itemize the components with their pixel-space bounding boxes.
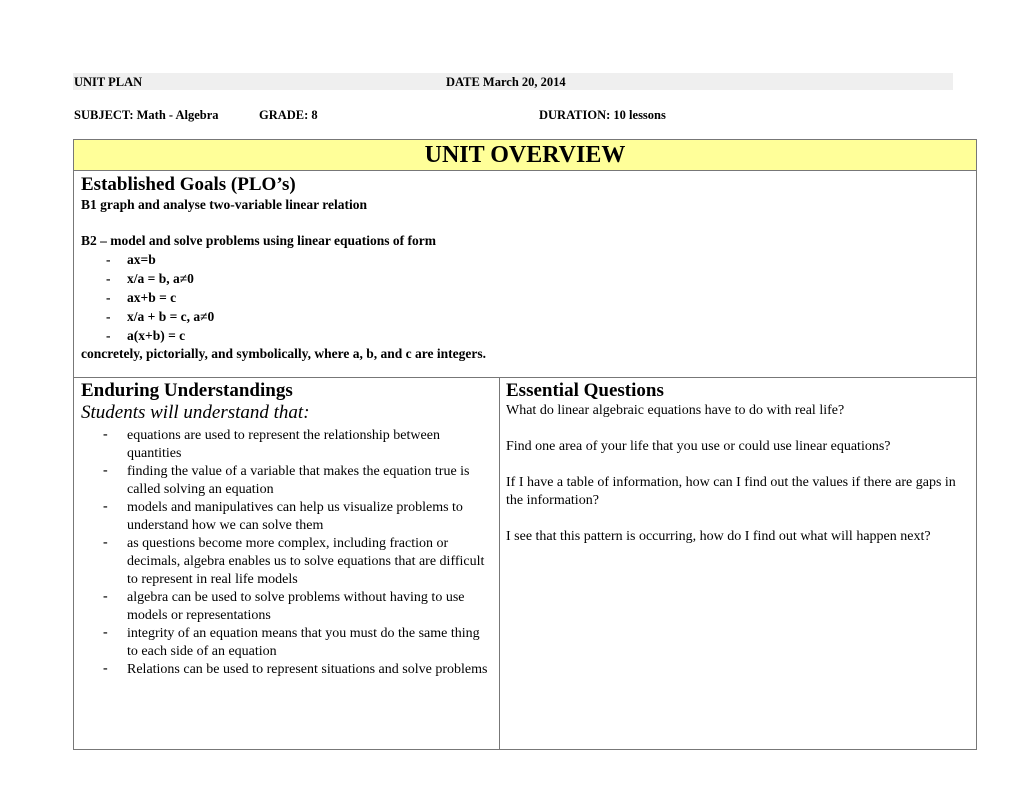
enduring-understandings-section xyxy=(81,380,493,679)
enduring-understandings-title: Enduring Understandings xyxy=(81,380,293,401)
unit-overview-table xyxy=(73,139,977,750)
understandings-list xyxy=(81,427,493,679)
list-item: - integrity of an equation means that you must do the same thing to each side of an equation xyxy=(103,625,480,659)
essential-question: What do linear algebraic equations have to do with real life? xyxy=(506,403,845,418)
established-goals-section xyxy=(81,174,961,364)
list-item: - as questions become more complex, including fraction or decimals, algebra enables us to solve equations that are difficult to represent in real life models xyxy=(103,535,485,587)
understanding-text: integrity of an equation means that you must do the same thing to each side of an equation xyxy=(127,626,480,659)
essential-question: Find one area of your life that you use or could use linear equations? xyxy=(506,439,891,454)
enduring-understandings-subtitle: Students will understand that: xyxy=(81,402,310,423)
equation-form: x/a + b = c, a≠0 xyxy=(127,309,215,325)
row-divider xyxy=(74,377,976,378)
column-divider xyxy=(499,377,500,750)
goal-b2-closing: concretely, pictorially, and symbolically, where a, b, and c are integers. xyxy=(81,346,486,362)
duration-field: DURATION: 10 lessons xyxy=(539,108,666,122)
subject-field: SUBJECT: Math - Algebra xyxy=(74,108,219,122)
goal-b2: B2 – model and solve problems using linear equations of form xyxy=(81,232,437,248)
essential-question: If I have a table of information, how can I find out the values if there are gaps in the information? xyxy=(506,475,956,508)
list-item: - models and manipulatives can help us visualize problems to understand how we can solve them xyxy=(103,499,463,533)
unit-overview-title: UNIT OVERVIEW xyxy=(74,140,976,171)
date-field: DATE March 20, 2014 xyxy=(446,75,566,89)
list-item: - equations are used to represent the relationship between quantities xyxy=(103,427,440,461)
list-item: - ax=b xyxy=(106,252,156,268)
list-item: - x/a = b, a≠0 xyxy=(106,271,194,287)
understanding-text: as questions become more complex, including fraction or decimals, algebra enables us to solve equations that are difficult to represent in real life models xyxy=(127,536,485,587)
understanding-text: finding the value of a variable that makes the equation true is called solving an equation xyxy=(127,464,470,497)
list-item: - Relations can be used to represent situations and solve problems xyxy=(103,661,488,677)
understanding-text: models and manipulatives can help us visualize problems to understand how we can solve them xyxy=(127,500,463,533)
essential-questions-title: Essential Questions xyxy=(506,380,664,401)
equation-form: x/a = b, a≠0 xyxy=(127,271,194,287)
equation-forms-list xyxy=(81,250,961,345)
equation-form: ax=b xyxy=(127,252,156,268)
equation-form: ax+b = c xyxy=(127,290,177,306)
essential-question: I see that this pattern is occurring, how do I find out what will happen next? xyxy=(506,529,931,544)
list-item: - x/a + b = c, a≠0 xyxy=(106,309,215,325)
essential-questions-section xyxy=(506,380,966,564)
understanding-text: equations are used to represent the relationship between quantities xyxy=(127,428,440,461)
understanding-text: Relations can be used to represent situations and solve problems xyxy=(127,662,488,677)
list-item: - a(x+b) = c xyxy=(106,328,186,344)
goal-b1: B1 graph and analyse two-variable linear relation xyxy=(81,197,368,212)
unit-plan-label: UNIT PLAN xyxy=(74,75,143,89)
established-goals-title: Established Goals (PLO’s) xyxy=(81,174,296,195)
list-item: - algebra can be used to solve problems without having to use models or representations xyxy=(103,589,465,623)
equation-form: a(x+b) = c xyxy=(127,328,186,344)
grade-field: GRADE: 8 xyxy=(259,108,318,122)
list-item: - ax+b = c xyxy=(106,290,177,306)
list-item: - finding the value of a variable that makes the equation true is called solving an equation xyxy=(103,463,470,497)
understanding-text: algebra can be used to solve problems without having to use models or representations xyxy=(127,590,465,623)
